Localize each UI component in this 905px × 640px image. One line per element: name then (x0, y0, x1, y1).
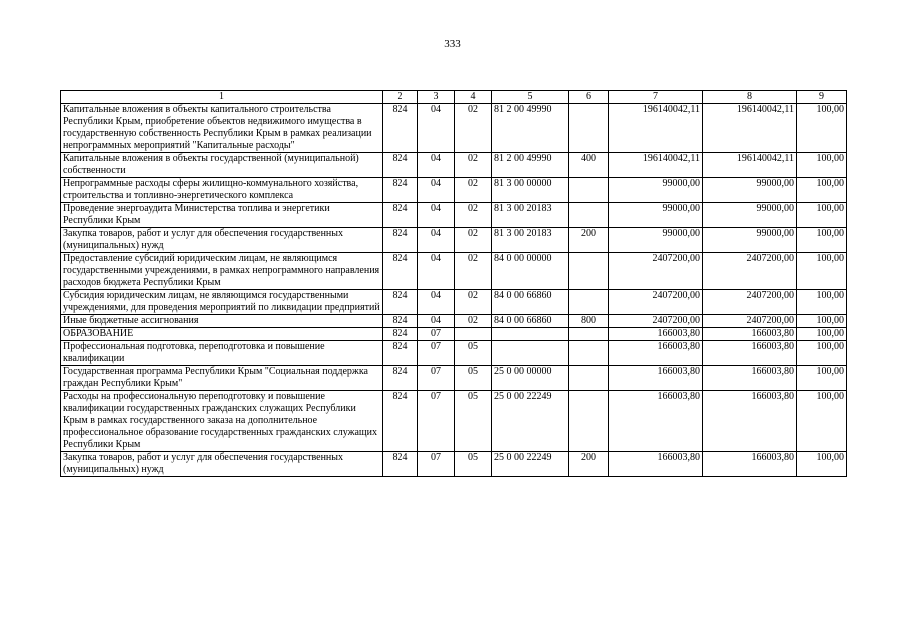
table-row (61, 178, 847, 203)
row-code-2: 824 (383, 290, 418, 315)
row-code-6: 200 (569, 452, 609, 477)
row-code-2: 824 (383, 104, 418, 153)
row-name: Закупка товаров, работ и услуг для обеспечения государственных (муниципальных) нужд (61, 452, 383, 477)
row-code-6: 800 (569, 315, 609, 328)
row-percent: 100,00 (797, 253, 847, 290)
row-percent: 100,00 (797, 178, 847, 203)
row-amount-executed: 2407200,00 (703, 315, 797, 328)
row-amount-planned: 2407200,00 (609, 253, 703, 290)
row-percent: 100,00 (797, 203, 847, 228)
row-code-4: 02 (455, 203, 492, 228)
row-percent: 100,00 (797, 328, 847, 341)
row-code-6 (569, 290, 609, 315)
row-name: ОБРАЗОВАНИЕ (61, 328, 383, 341)
row-code-5: 25 0 00 22249 (492, 452, 569, 477)
row-name: Субсидия юридическим лицам, не являющимся государственными учреждениями, для проведения мероприятий по ликвидации предприятий (61, 290, 383, 315)
row-code-4: 02 (455, 153, 492, 178)
row-code-6 (569, 178, 609, 203)
row-amount-executed: 166003,80 (703, 391, 797, 452)
row-code-5: 81 3 00 20183 (492, 228, 569, 253)
table-row (61, 290, 847, 315)
column-header: 6 (569, 91, 609, 104)
row-amount-planned: 166003,80 (609, 341, 703, 366)
row-code-5: 81 2 00 49990 (492, 104, 569, 153)
row-name: Проведение энергоаудита Министерства топлива и энергетики Республики Крым (61, 203, 383, 228)
column-header: 4 (455, 91, 492, 104)
row-percent: 100,00 (797, 366, 847, 391)
table-row (61, 452, 847, 477)
row-code-4: 05 (455, 341, 492, 366)
row-code-3: 07 (418, 366, 455, 391)
row-amount-executed: 166003,80 (703, 366, 797, 391)
row-code-2: 824 (383, 203, 418, 228)
table-row (61, 366, 847, 391)
row-code-4: 05 (455, 452, 492, 477)
row-code-3: 04 (418, 290, 455, 315)
column-header: 9 (797, 91, 847, 104)
row-code-4: 05 (455, 391, 492, 452)
table-row (61, 153, 847, 178)
row-name: Капитальные вложения в объекты государственной (муниципальной) собственности (61, 153, 383, 178)
row-amount-planned: 166003,80 (609, 452, 703, 477)
row-amount-planned: 166003,80 (609, 391, 703, 452)
page-number: 333 (444, 38, 461, 50)
row-code-6 (569, 253, 609, 290)
row-name: Расходы на профессиональную переподготовку и повышение квалификации государственных гражданских служащих Республики Крым в рамках государственного заказа на дополнительное профессиональное образование государственных гражданских служащих Республики Крым (61, 391, 383, 452)
row-amount-executed: 196140042,11 (703, 104, 797, 153)
row-code-6 (569, 391, 609, 452)
row-name: Непрограммные расходы сферы жилищно-коммунального хозяйства, строительства и топливно-энергетического комплекса (61, 178, 383, 203)
row-code-6 (569, 366, 609, 391)
row-code-3: 04 (418, 203, 455, 228)
table-row (61, 104, 847, 153)
row-code-2: 824 (383, 178, 418, 203)
row-code-4: 05 (455, 366, 492, 391)
row-amount-executed: 2407200,00 (703, 253, 797, 290)
row-code-2: 824 (383, 153, 418, 178)
row-code-6 (569, 341, 609, 366)
row-name: Предоставление субсидий юридическим лицам, не являющимся государственными учреждениями, в рамках непрограммного направления расходов бюджета Республики Крым (61, 253, 383, 290)
row-code-5: 81 3 00 00000 (492, 178, 569, 203)
row-code-2: 824 (383, 366, 418, 391)
row-code-2: 824 (383, 341, 418, 366)
row-code-4: 02 (455, 104, 492, 153)
row-amount-planned: 166003,80 (609, 366, 703, 391)
table-body (61, 104, 847, 477)
row-code-4: 02 (455, 315, 492, 328)
row-code-5 (492, 328, 569, 341)
row-code-5: 81 2 00 49990 (492, 153, 569, 178)
header-row (61, 91, 847, 104)
row-amount-executed: 166003,80 (703, 341, 797, 366)
row-code-5: 84 0 00 66860 (492, 315, 569, 328)
row-code-3: 07 (418, 341, 455, 366)
row-code-2: 824 (383, 391, 418, 452)
row-code-4: 02 (455, 178, 492, 203)
row-code-5: 84 0 00 66860 (492, 290, 569, 315)
row-amount-executed: 166003,80 (703, 452, 797, 477)
row-name: Капитальные вложения в объекты капитального строительства Республики Крым, приобретение объектов недвижимого имущества в государственную собственность Республики Крым в рамках реализации непрограммных мероприятий "Капитальные расходы" (61, 104, 383, 153)
row-code-2: 824 (383, 228, 418, 253)
row-code-6: 200 (569, 228, 609, 253)
row-percent: 100,00 (797, 391, 847, 452)
row-amount-planned: 99000,00 (609, 228, 703, 253)
row-code-3: 04 (418, 253, 455, 290)
table-row (61, 203, 847, 228)
row-code-4 (455, 328, 492, 341)
row-name: Государственная программа Республики Крым "Социальная поддержка граждан Республики Крым" (61, 366, 383, 391)
row-percent: 100,00 (797, 341, 847, 366)
column-header: 2 (383, 91, 418, 104)
row-name: Профессиональная подготовка, переподготовка и повышение квалификации (61, 341, 383, 366)
row-amount-executed: 99000,00 (703, 203, 797, 228)
table-row (61, 228, 847, 253)
table-row (61, 341, 847, 366)
row-amount-executed: 166003,80 (703, 328, 797, 341)
row-code-2: 824 (383, 315, 418, 328)
row-code-4: 02 (455, 253, 492, 290)
column-header: 3 (418, 91, 455, 104)
column-header: 8 (703, 91, 797, 104)
row-amount-planned: 2407200,00 (609, 290, 703, 315)
row-amount-planned: 99000,00 (609, 178, 703, 203)
row-percent: 100,00 (797, 290, 847, 315)
row-amount-planned: 2407200,00 (609, 315, 703, 328)
table-row (61, 315, 847, 328)
row-code-6 (569, 104, 609, 153)
row-code-3: 07 (418, 391, 455, 452)
row-amount-planned: 196140042,11 (609, 153, 703, 178)
column-header: 7 (609, 91, 703, 104)
row-amount-executed: 99000,00 (703, 178, 797, 203)
row-code-3: 07 (418, 328, 455, 341)
row-name: Иные бюджетные ассигнования (61, 315, 383, 328)
row-code-3: 04 (418, 104, 455, 153)
row-code-5: 84 0 00 00000 (492, 253, 569, 290)
row-code-3: 04 (418, 178, 455, 203)
table-row (61, 391, 847, 452)
row-code-2: 824 (383, 452, 418, 477)
budget-table (60, 90, 847, 477)
column-header: 1 (61, 91, 383, 104)
row-percent: 100,00 (797, 315, 847, 328)
row-amount-executed: 196140042,11 (703, 153, 797, 178)
table-row (61, 328, 847, 341)
row-code-3: 04 (418, 153, 455, 178)
table-row (61, 253, 847, 290)
row-code-6 (569, 328, 609, 341)
row-code-2: 824 (383, 328, 418, 341)
row-amount-executed: 99000,00 (703, 228, 797, 253)
row-code-3: 04 (418, 228, 455, 253)
row-code-6: 400 (569, 153, 609, 178)
row-amount-planned: 196140042,11 (609, 104, 703, 153)
row-code-3: 07 (418, 452, 455, 477)
row-percent: 100,00 (797, 452, 847, 477)
row-code-5: 25 0 00 00000 (492, 366, 569, 391)
row-code-5: 81 3 00 20183 (492, 203, 569, 228)
row-code-5 (492, 341, 569, 366)
row-percent: 100,00 (797, 228, 847, 253)
row-amount-planned: 166003,80 (609, 328, 703, 341)
row-code-4: 02 (455, 290, 492, 315)
column-header: 5 (492, 91, 569, 104)
row-name: Закупка товаров, работ и услуг для обеспечения государственных (муниципальных) нужд (61, 228, 383, 253)
row-amount-executed: 2407200,00 (703, 290, 797, 315)
row-code-6 (569, 203, 609, 228)
row-code-5: 25 0 00 22249 (492, 391, 569, 452)
row-percent: 100,00 (797, 153, 847, 178)
row-code-4: 02 (455, 228, 492, 253)
row-percent: 100,00 (797, 104, 847, 153)
row-amount-planned: 99000,00 (609, 203, 703, 228)
row-code-3: 04 (418, 315, 455, 328)
row-code-2: 824 (383, 253, 418, 290)
